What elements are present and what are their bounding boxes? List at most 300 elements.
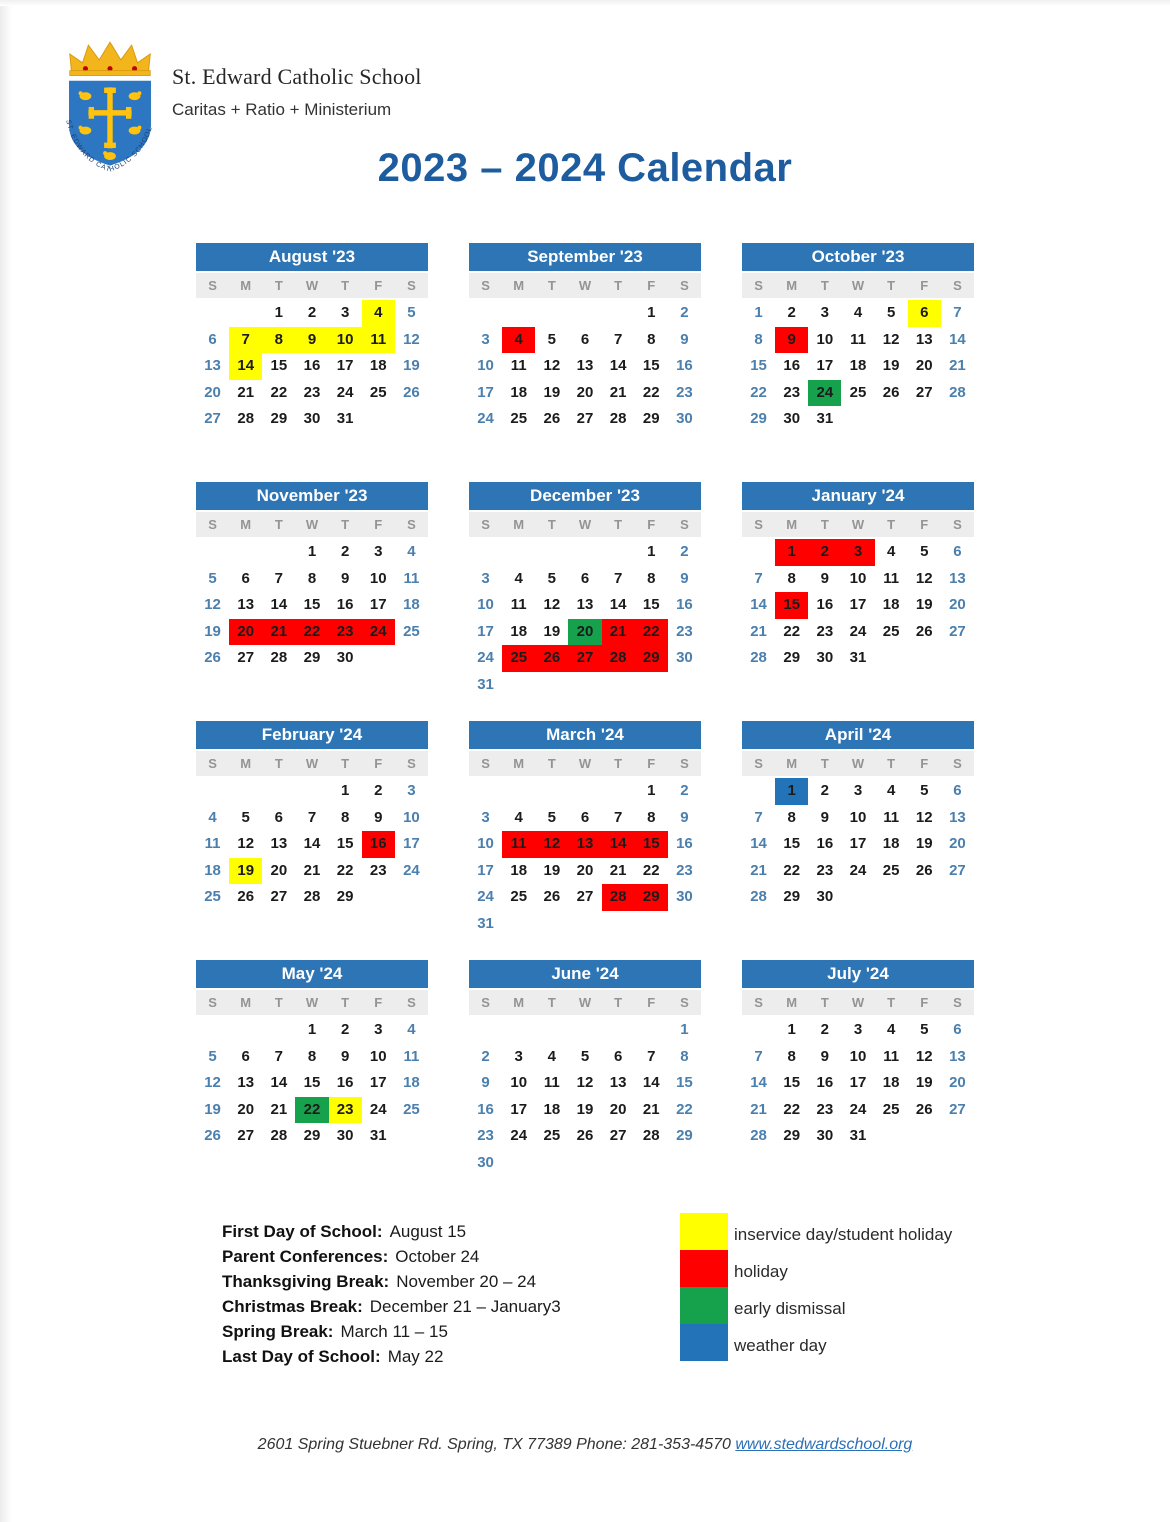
date-cell: 22 bbox=[642, 383, 660, 401]
weekday-label: T bbox=[887, 517, 896, 532]
date-cell bbox=[841, 406, 874, 433]
month-title: May '24 bbox=[196, 960, 428, 988]
date-cell: 14 bbox=[229, 353, 262, 380]
date-cell: 20 bbox=[949, 596, 966, 613]
date-cell bbox=[635, 1150, 668, 1177]
date-cell: 3 bbox=[407, 782, 416, 799]
key-date-value: October 24 bbox=[395, 1247, 480, 1266]
date-cell: 2 bbox=[481, 1047, 490, 1065]
date-cell: 13 bbox=[576, 357, 594, 374]
weekday-label: T bbox=[887, 756, 896, 771]
date-cell: 23 bbox=[676, 383, 693, 401]
date-cell: 9 bbox=[775, 327, 808, 354]
date-cell: 12 bbox=[237, 835, 255, 852]
weekday-label: S bbox=[754, 756, 763, 771]
date-cell: 19 bbox=[204, 622, 221, 640]
date-cell bbox=[941, 884, 974, 911]
crest-curved-text: ST. EDWARD CATHOLIC SCHOOL bbox=[64, 119, 154, 174]
weekday-label: S bbox=[754, 517, 763, 532]
month-title: April '24 bbox=[742, 721, 974, 749]
legend-label: holiday bbox=[734, 1262, 788, 1281]
date-cell: 18 bbox=[369, 357, 387, 374]
month-title: November '23 bbox=[196, 482, 428, 510]
weekday-label: W bbox=[305, 756, 319, 771]
date-cell bbox=[469, 778, 502, 805]
date-cell: 21 bbox=[303, 861, 321, 879]
key-date-value: May 22 bbox=[387, 1347, 444, 1366]
weekday-label: S bbox=[407, 517, 416, 532]
date-cell: 25 bbox=[403, 622, 420, 640]
date-cell: 14 bbox=[270, 596, 288, 613]
date-cell: 21 bbox=[750, 622, 767, 640]
weekday-label: S bbox=[407, 278, 416, 293]
date-cell bbox=[568, 1150, 601, 1177]
date-cell bbox=[196, 300, 229, 327]
date-cell: 15 bbox=[676, 1074, 693, 1091]
weekday-label: F bbox=[920, 756, 929, 771]
date-cell: 29 bbox=[303, 649, 321, 666]
date-cell: 21 bbox=[750, 861, 767, 879]
date-cell: 18 bbox=[204, 861, 221, 879]
weekday-label: M bbox=[240, 278, 252, 293]
date-cell: 7 bbox=[953, 304, 962, 321]
date-cell: 11 bbox=[883, 808, 900, 826]
date-cell: 30 bbox=[303, 410, 321, 427]
date-cell: 4 bbox=[208, 808, 217, 826]
weekday-label: W bbox=[578, 517, 592, 532]
date-cell: 7 bbox=[613, 569, 623, 587]
date-cell: 27 bbox=[568, 645, 601, 672]
date-cell: 30 bbox=[336, 1127, 354, 1144]
weekday-label: T bbox=[887, 278, 896, 293]
date-cell: 3 bbox=[820, 304, 830, 321]
date-cell: 2 bbox=[680, 304, 689, 321]
date-cell bbox=[568, 1017, 601, 1044]
date-cell: 4 bbox=[886, 1021, 896, 1038]
date-cell bbox=[362, 406, 395, 433]
weekday-label: T bbox=[820, 995, 829, 1010]
date-cell: 28 bbox=[303, 888, 321, 905]
date-cell bbox=[502, 300, 535, 327]
date-cell bbox=[742, 778, 775, 805]
weekday-label: F bbox=[920, 278, 929, 293]
school-name: St. Edward Catholic School bbox=[172, 64, 422, 89]
key-date-label: First Day of School: bbox=[222, 1222, 383, 1241]
date-cell: 26 bbox=[882, 383, 900, 401]
date-cell: 6 bbox=[208, 330, 217, 348]
date-cell: 5 bbox=[547, 569, 557, 587]
weekday-label: M bbox=[786, 278, 798, 293]
page-title: 2023 – 2024 Calendar bbox=[377, 146, 793, 190]
date-cell: 15 bbox=[336, 835, 354, 852]
date-cell: 11 bbox=[850, 330, 866, 348]
date-cell: 17 bbox=[369, 596, 387, 613]
date-cell: 11 bbox=[403, 1047, 420, 1065]
weekday-label: T bbox=[547, 278, 556, 293]
key-date-label: Christmas Break: bbox=[222, 1297, 363, 1316]
weekday-label: F bbox=[374, 278, 383, 293]
date-cell: 6 bbox=[953, 1021, 962, 1038]
date-cell: 20 bbox=[270, 861, 288, 879]
date-cell: 3 bbox=[374, 1021, 383, 1038]
date-cell: 30 bbox=[816, 1127, 834, 1144]
weekday-label: W bbox=[851, 756, 865, 771]
date-cell: 12 bbox=[882, 330, 900, 348]
date-cell: 16 bbox=[676, 835, 693, 852]
date-cell: 30 bbox=[676, 888, 693, 905]
month-calendar bbox=[742, 721, 974, 911]
months-grid bbox=[196, 243, 974, 1199]
date-cell: 13 bbox=[204, 357, 221, 374]
date-cell: 1 bbox=[307, 543, 317, 560]
weekday-label: M bbox=[513, 517, 525, 532]
weekday-label: W bbox=[578, 995, 592, 1010]
date-cell: 27 bbox=[915, 383, 933, 401]
date-cell: 22 bbox=[676, 1100, 693, 1118]
date-cell: 29 bbox=[750, 410, 767, 427]
date-cell bbox=[395, 406, 428, 433]
date-cell: 10 bbox=[849, 1047, 867, 1065]
date-cell: 3 bbox=[481, 569, 490, 587]
legend-row bbox=[680, 1213, 952, 1250]
date-cell: 18 bbox=[882, 1074, 900, 1091]
date-cell: 13 bbox=[576, 596, 594, 613]
date-cell: 10 bbox=[369, 569, 387, 587]
weekday-label: F bbox=[374, 517, 383, 532]
date-cell: 6 bbox=[908, 300, 941, 327]
date-cell: 14 bbox=[750, 1074, 767, 1091]
weekday-label: S bbox=[208, 995, 217, 1010]
date-cell: 4 bbox=[853, 304, 863, 321]
weekday-label: T bbox=[547, 756, 556, 771]
date-cell: 15 bbox=[635, 831, 668, 858]
key-date-value: August 15 bbox=[389, 1222, 467, 1241]
date-cell: 21 bbox=[750, 1100, 767, 1118]
date-cell: 18 bbox=[510, 622, 528, 640]
date-cell: 12 bbox=[915, 569, 933, 587]
date-cell: 25 bbox=[849, 383, 867, 401]
date-cell: 23 bbox=[676, 622, 693, 640]
date-cell: 21 bbox=[262, 619, 295, 646]
date-cell: 2 bbox=[820, 1021, 830, 1038]
weekday-label: T bbox=[614, 756, 623, 771]
date-cell: 22 bbox=[295, 619, 328, 646]
weekday-header-row bbox=[469, 990, 701, 1015]
date-cell: 11 bbox=[362, 327, 395, 354]
date-cell bbox=[941, 406, 974, 433]
date-cell: 7 bbox=[307, 808, 317, 826]
date-cell: 24 bbox=[369, 1100, 387, 1118]
date-cell: 5 bbox=[920, 782, 929, 799]
date-cell: 19 bbox=[403, 357, 420, 374]
date-cell: 1 bbox=[787, 1021, 796, 1038]
month-title: December '23 bbox=[469, 482, 701, 510]
date-cell: 7 bbox=[647, 1047, 656, 1065]
date-cell: 9 bbox=[374, 808, 383, 826]
date-cell: 23 bbox=[303, 383, 321, 401]
date-cell: 22 bbox=[635, 619, 668, 646]
date-cell bbox=[469, 539, 502, 566]
date-cell: 19 bbox=[543, 622, 561, 640]
date-cell: 16 bbox=[783, 357, 801, 374]
date-cell bbox=[535, 539, 568, 566]
date-cell: 11 bbox=[510, 357, 527, 374]
weekday-header-row bbox=[742, 990, 974, 1015]
date-cell: 13 bbox=[915, 330, 933, 348]
date-cell: 8 bbox=[262, 327, 295, 354]
date-cell: 17 bbox=[816, 357, 834, 374]
dates-grid bbox=[742, 1017, 974, 1150]
date-cell: 29 bbox=[783, 1127, 801, 1144]
date-cell bbox=[568, 300, 601, 327]
date-cell: 30 bbox=[816, 888, 834, 905]
date-cell: 9 bbox=[820, 808, 830, 826]
date-cell: 8 bbox=[307, 1047, 317, 1065]
key-date-value: March 11 – 15 bbox=[340, 1322, 448, 1341]
date-cell: 6 bbox=[241, 569, 250, 587]
legend-row bbox=[680, 1250, 952, 1287]
date-cell: 4 bbox=[514, 808, 523, 826]
weekday-header-row bbox=[742, 273, 974, 298]
footer-website-link[interactable]: www.stedwardschool.org bbox=[735, 1436, 913, 1453]
date-cell: 6 bbox=[580, 330, 590, 348]
date-cell: 3 bbox=[481, 808, 490, 826]
date-cell: 9 bbox=[340, 1047, 350, 1065]
date-cell: 10 bbox=[849, 569, 867, 587]
date-cell: 20 bbox=[229, 619, 262, 646]
weekday-label: W bbox=[851, 278, 865, 293]
date-cell bbox=[502, 539, 535, 566]
month-title: February '24 bbox=[196, 721, 428, 749]
weekday-label: M bbox=[513, 756, 525, 771]
weekday-header-row bbox=[196, 990, 428, 1015]
date-cell bbox=[535, 1150, 568, 1177]
weekday-label: S bbox=[481, 278, 490, 293]
date-cell bbox=[875, 406, 908, 433]
date-cell: 22 bbox=[750, 383, 767, 401]
weekday-label: W bbox=[851, 995, 865, 1010]
date-cell: 15 bbox=[303, 1074, 321, 1091]
date-cell: 22 bbox=[295, 1097, 328, 1124]
weekday-header-row bbox=[469, 273, 701, 298]
month-calendar bbox=[469, 243, 701, 433]
date-cell: 3 bbox=[841, 539, 874, 566]
date-cell: 26 bbox=[535, 645, 568, 672]
date-cell: 16 bbox=[816, 835, 834, 852]
date-cell bbox=[535, 778, 568, 805]
weekday-label: T bbox=[274, 995, 283, 1010]
date-cell: 29 bbox=[783, 888, 801, 905]
date-cell: 30 bbox=[676, 410, 693, 427]
date-cell: 24 bbox=[808, 380, 841, 407]
legend-label: early dismissal bbox=[734, 1299, 846, 1318]
date-cell bbox=[941, 1123, 974, 1150]
date-cell bbox=[262, 1017, 295, 1044]
date-cell: 9 bbox=[820, 569, 830, 587]
date-cell: 18 bbox=[882, 596, 900, 613]
date-cell: 15 bbox=[270, 357, 288, 374]
date-cell: 16 bbox=[362, 831, 395, 858]
date-cell bbox=[262, 539, 295, 566]
weekday-label: T bbox=[547, 995, 556, 1010]
date-cell: 30 bbox=[676, 649, 693, 666]
month-title: January '24 bbox=[742, 482, 974, 510]
date-cell: 31 bbox=[369, 1127, 387, 1144]
date-cell: 28 bbox=[270, 1127, 288, 1144]
date-cell bbox=[395, 645, 428, 672]
key-date-label: Last Day of School: bbox=[222, 1347, 381, 1366]
dates-grid bbox=[196, 539, 428, 672]
date-cell: 5 bbox=[920, 1021, 929, 1038]
date-cell: 22 bbox=[783, 622, 801, 640]
weekday-label: M bbox=[240, 995, 252, 1010]
date-cell: 29 bbox=[676, 1127, 693, 1144]
date-cell: 24 bbox=[362, 619, 395, 646]
date-cell: 25 bbox=[510, 410, 528, 427]
weekday-label: T bbox=[274, 756, 283, 771]
date-cell: 29 bbox=[336, 888, 354, 905]
weekday-label: S bbox=[208, 756, 217, 771]
date-cell bbox=[535, 911, 568, 938]
date-cell: 24 bbox=[477, 888, 494, 905]
date-cell: 24 bbox=[477, 410, 494, 427]
date-cell bbox=[535, 1017, 568, 1044]
date-cell: 2 bbox=[307, 304, 317, 321]
date-cell: 4 bbox=[886, 543, 896, 560]
weekday-label: T bbox=[341, 756, 350, 771]
date-cell bbox=[395, 884, 428, 911]
date-cell bbox=[502, 778, 535, 805]
date-cell bbox=[362, 645, 395, 672]
weekday-label: S bbox=[953, 995, 962, 1010]
weekday-label: S bbox=[208, 278, 217, 293]
date-cell: 22 bbox=[270, 383, 288, 401]
date-cell: 23 bbox=[477, 1127, 494, 1144]
weekday-label: W bbox=[578, 756, 592, 771]
dates-grid bbox=[196, 778, 428, 911]
key-date-row bbox=[222, 1319, 561, 1344]
date-cell: 17 bbox=[849, 1074, 867, 1091]
date-cell: 25 bbox=[882, 1100, 900, 1118]
weekday-label: F bbox=[920, 995, 929, 1010]
date-cell: 18 bbox=[849, 357, 867, 374]
date-cell: 5 bbox=[208, 569, 217, 587]
date-cell: 4 bbox=[407, 543, 416, 560]
date-cell: 28 bbox=[750, 649, 767, 666]
weekday-label: T bbox=[820, 756, 829, 771]
date-cell: 20 bbox=[949, 835, 966, 852]
weekday-label: M bbox=[786, 995, 798, 1010]
weekday-label: S bbox=[953, 756, 962, 771]
date-cell: 21 bbox=[270, 1100, 288, 1118]
date-cell bbox=[602, 1017, 635, 1044]
weekday-header-row bbox=[742, 512, 974, 537]
key-date-label: Thanksgiving Break: bbox=[222, 1272, 390, 1291]
date-cell: 10 bbox=[369, 1047, 387, 1065]
date-cell: 23 bbox=[676, 861, 693, 879]
date-cell bbox=[668, 1150, 701, 1177]
weekday-label: T bbox=[274, 278, 283, 293]
date-cell bbox=[196, 539, 229, 566]
month-calendar bbox=[742, 243, 974, 433]
weekday-label: F bbox=[374, 756, 383, 771]
legend-row bbox=[680, 1287, 952, 1324]
date-cell: 17 bbox=[477, 861, 494, 879]
date-cell: 8 bbox=[647, 808, 656, 826]
date-cell: 1 bbox=[340, 782, 350, 799]
date-cell: 27 bbox=[949, 1100, 966, 1118]
date-cell: 18 bbox=[510, 861, 528, 879]
date-cell: 31 bbox=[816, 410, 834, 427]
date-cell: 19 bbox=[915, 1074, 933, 1091]
date-cell bbox=[229, 1017, 262, 1044]
date-cell: 23 bbox=[369, 861, 387, 879]
date-cell: 6 bbox=[580, 808, 590, 826]
date-cell: 12 bbox=[543, 357, 561, 374]
date-cell: 30 bbox=[783, 410, 801, 427]
date-cell bbox=[502, 1150, 535, 1177]
date-cell: 13 bbox=[949, 569, 966, 587]
date-cell: 31 bbox=[336, 410, 354, 427]
date-cell: 28 bbox=[949, 383, 966, 401]
date-cell: 20 bbox=[204, 383, 221, 401]
date-cell: 25 bbox=[543, 1127, 561, 1144]
date-cell: 18 bbox=[510, 383, 528, 401]
date-cell: 31 bbox=[849, 649, 867, 666]
date-cell bbox=[568, 911, 601, 938]
key-date-row bbox=[222, 1294, 561, 1319]
date-cell: 27 bbox=[237, 1127, 255, 1144]
weekday-label: T bbox=[341, 995, 350, 1010]
weekday-label: S bbox=[680, 756, 689, 771]
date-cell: 25 bbox=[510, 888, 528, 905]
date-cell bbox=[875, 884, 908, 911]
date-cell: 19 bbox=[915, 596, 933, 613]
legend-label: weather day bbox=[734, 1336, 827, 1355]
date-cell: 21 bbox=[642, 1100, 660, 1118]
legend-swatch-blue bbox=[680, 1324, 728, 1361]
date-cell bbox=[395, 1123, 428, 1150]
weekday-header-row bbox=[469, 751, 701, 776]
date-cell: 26 bbox=[237, 888, 255, 905]
date-cell: 20 bbox=[237, 1100, 255, 1118]
date-cell: 24 bbox=[336, 383, 354, 401]
date-cell: 15 bbox=[642, 596, 660, 613]
date-cell: 6 bbox=[953, 782, 962, 799]
date-cell: 24 bbox=[510, 1127, 528, 1144]
date-cell: 24 bbox=[849, 861, 867, 879]
key-date-value: November 20 – 24 bbox=[396, 1272, 537, 1291]
date-cell: 14 bbox=[949, 330, 966, 348]
date-cell bbox=[362, 884, 395, 911]
date-cell: 2 bbox=[820, 782, 830, 799]
date-cell: 18 bbox=[403, 1074, 420, 1091]
date-cell bbox=[262, 778, 295, 805]
date-cell: 20 bbox=[949, 1074, 966, 1091]
weekday-label: T bbox=[820, 278, 829, 293]
date-cell: 4 bbox=[502, 327, 535, 354]
date-cell: 3 bbox=[853, 782, 863, 799]
date-cell: 13 bbox=[237, 1074, 255, 1091]
legend-swatch-green bbox=[680, 1287, 728, 1324]
date-cell: 8 bbox=[787, 808, 796, 826]
date-cell: 23 bbox=[816, 1100, 834, 1118]
date-cell: 15 bbox=[750, 357, 767, 374]
date-cell: 12 bbox=[576, 1074, 594, 1091]
dates-grid bbox=[196, 300, 428, 433]
legend-swatch-red bbox=[680, 1250, 728, 1287]
date-cell bbox=[196, 778, 229, 805]
